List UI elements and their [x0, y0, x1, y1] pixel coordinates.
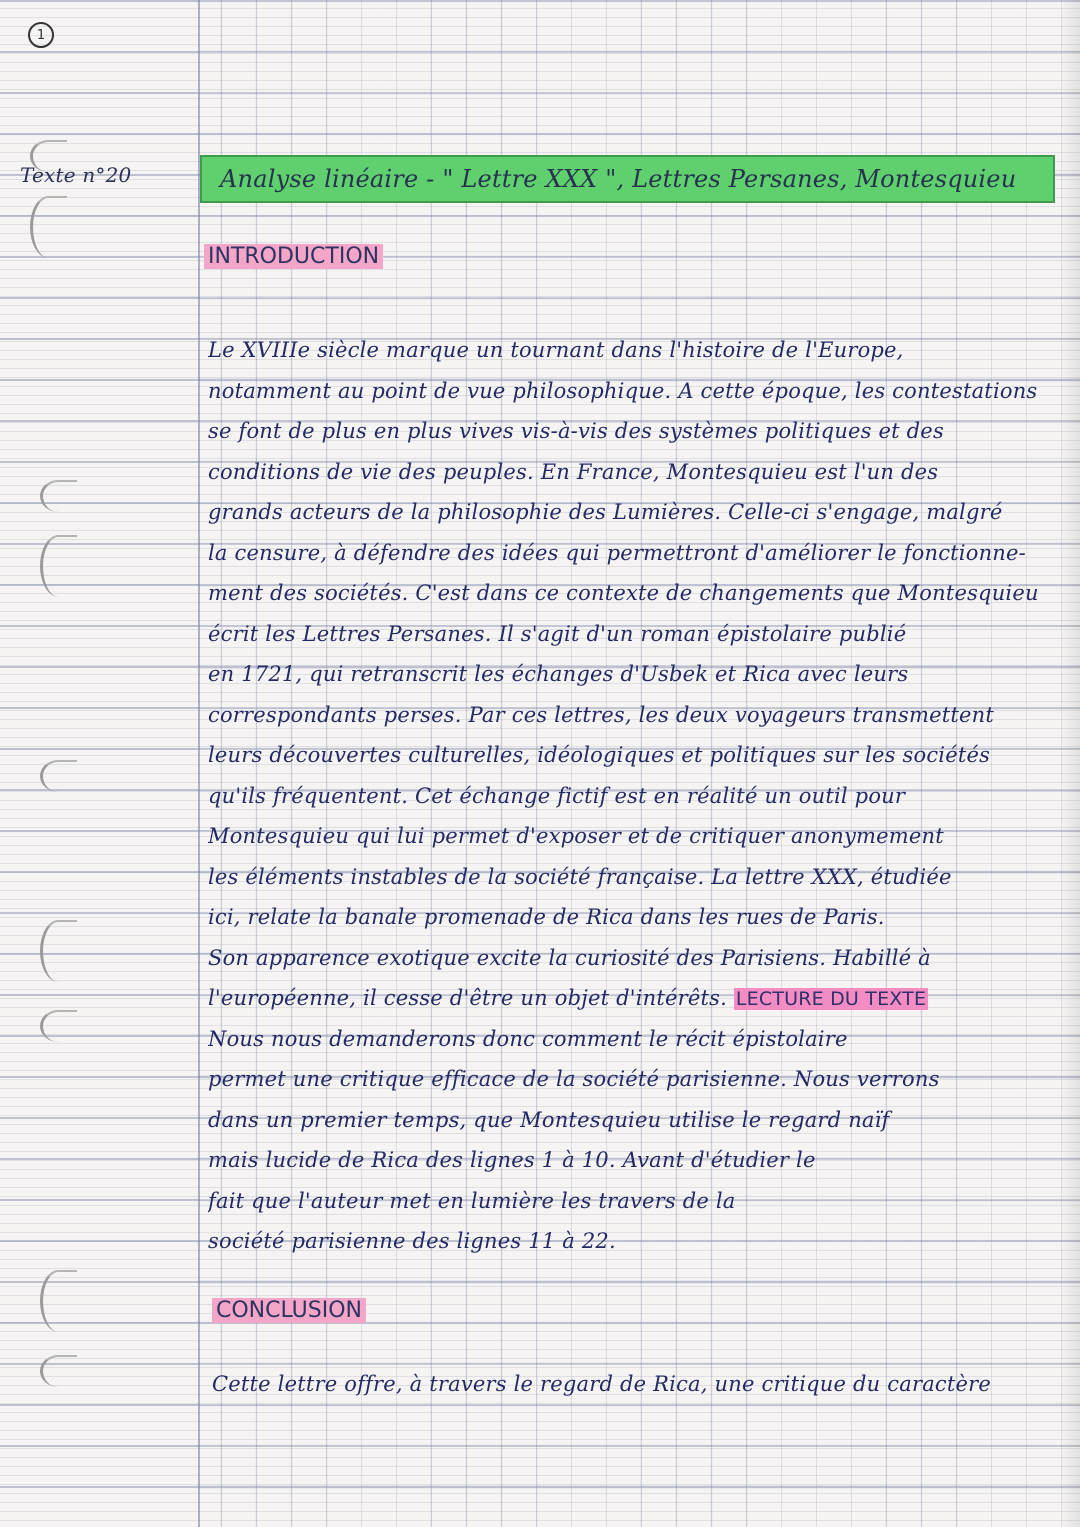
body-line: permet une critique efficace de la société parisienne. Nous verrons — [208, 1067, 940, 1091]
binder-hole — [40, 1270, 77, 1332]
reading-highlight: LECTURE DU TEXTE — [735, 988, 927, 1010]
page-number: 1 — [28, 22, 54, 48]
body-line: ici, relate la banale promenade de Rica dans les rues de Paris. — [208, 905, 885, 929]
body-line — [208, 978, 1058, 1019]
body-line: écrit les Lettres Persanes. Il s'agit d'un roman épistolaire publié — [208, 621, 907, 646]
body-line: correspondants perses. Par ces lettres, les deux voyageurs transmettent — [208, 702, 994, 727]
text-number-label: Texte n°20 — [20, 163, 132, 187]
binder-hole — [40, 1355, 77, 1387]
body-line: ment des sociétés. C'est dans ce contexte de changements que Montesquieu — [208, 581, 1039, 605]
introduction-heading: INTRODUCTION — [204, 244, 383, 269]
body-line: qu'ils fréquentent. Cet échange fictif est en réalité un outil pour — [208, 783, 906, 808]
binder-hole — [40, 1010, 77, 1042]
body-line: Montesquieu qui lui permet d'exposer et de critiquer anonymement — [208, 824, 944, 848]
body-line: société parisienne des lignes 11 à 22. — [208, 1229, 616, 1253]
body-line: dans un premier temps, que Montesquieu utilise le regard naïf — [208, 1107, 890, 1132]
margin-rule — [198, 0, 200, 1527]
body-line: Son apparence exotique excite la curiosité des Parisiens. Habillé à — [208, 945, 931, 970]
body-line: se font de plus en plus vives vis-à-vis des systèmes politiques et des — [208, 419, 944, 443]
body-line: grands acteurs de la philosophie des Lumières. Celle-ci s'engage, malgré — [208, 500, 1003, 524]
binder-hole — [40, 480, 77, 512]
conclusion-line: Cette lettre offre, à travers le regard de Rica, une critique du caractère — [212, 1372, 992, 1396]
body-line: la censure, à défendre des idées qui permettront d'améliorer le fonctionne- — [208, 540, 1026, 565]
body-line: leurs découvertes culturelles, idéologiques et politiques sur les sociétés — [208, 743, 991, 767]
binder-hole — [40, 760, 77, 792]
body-line: conditions de vie des peuples. En France, Montesquieu est l'un des — [208, 459, 939, 484]
binder-hole — [40, 920, 77, 982]
body-line: notamment au point de vue philosophique. A cette époque, les contestations — [208, 378, 1038, 403]
binder-hole — [30, 196, 67, 258]
binder-hole — [40, 535, 77, 597]
page-edge-shadow — [1060, 0, 1080, 1527]
body-line: en 1721, qui retranscrit les échanges d'Usbek et Rica avec leurs — [208, 662, 909, 686]
body-line: Le XVIIIe siècle marque un tournant dans l'histoire de l'Europe, — [208, 338, 904, 362]
body-line: mais lucide de Rica des lignes 1 à 10. Avant d'étudier le — [208, 1148, 816, 1172]
introduction-body — [208, 330, 1058, 1262]
body-line: Nous nous demanderons donc comment le récit épistolaire — [208, 1026, 848, 1051]
document-title: Analyse linéaire - " Lettre XXX ", Lettres Persanes, Montesquieu — [220, 165, 1017, 193]
body-line: les éléments instables de la société française. La lettre XXX, étudiée — [208, 864, 952, 889]
conclusion-heading: CONCLUSION — [212, 1298, 366, 1323]
body-line-text: l'européenne, il cesse d'être un objet d'intérêts. — [208, 986, 727, 1010]
title-bar — [200, 155, 1055, 203]
body-line: fait que l'auteur met en lumière les travers de la — [208, 1188, 736, 1213]
